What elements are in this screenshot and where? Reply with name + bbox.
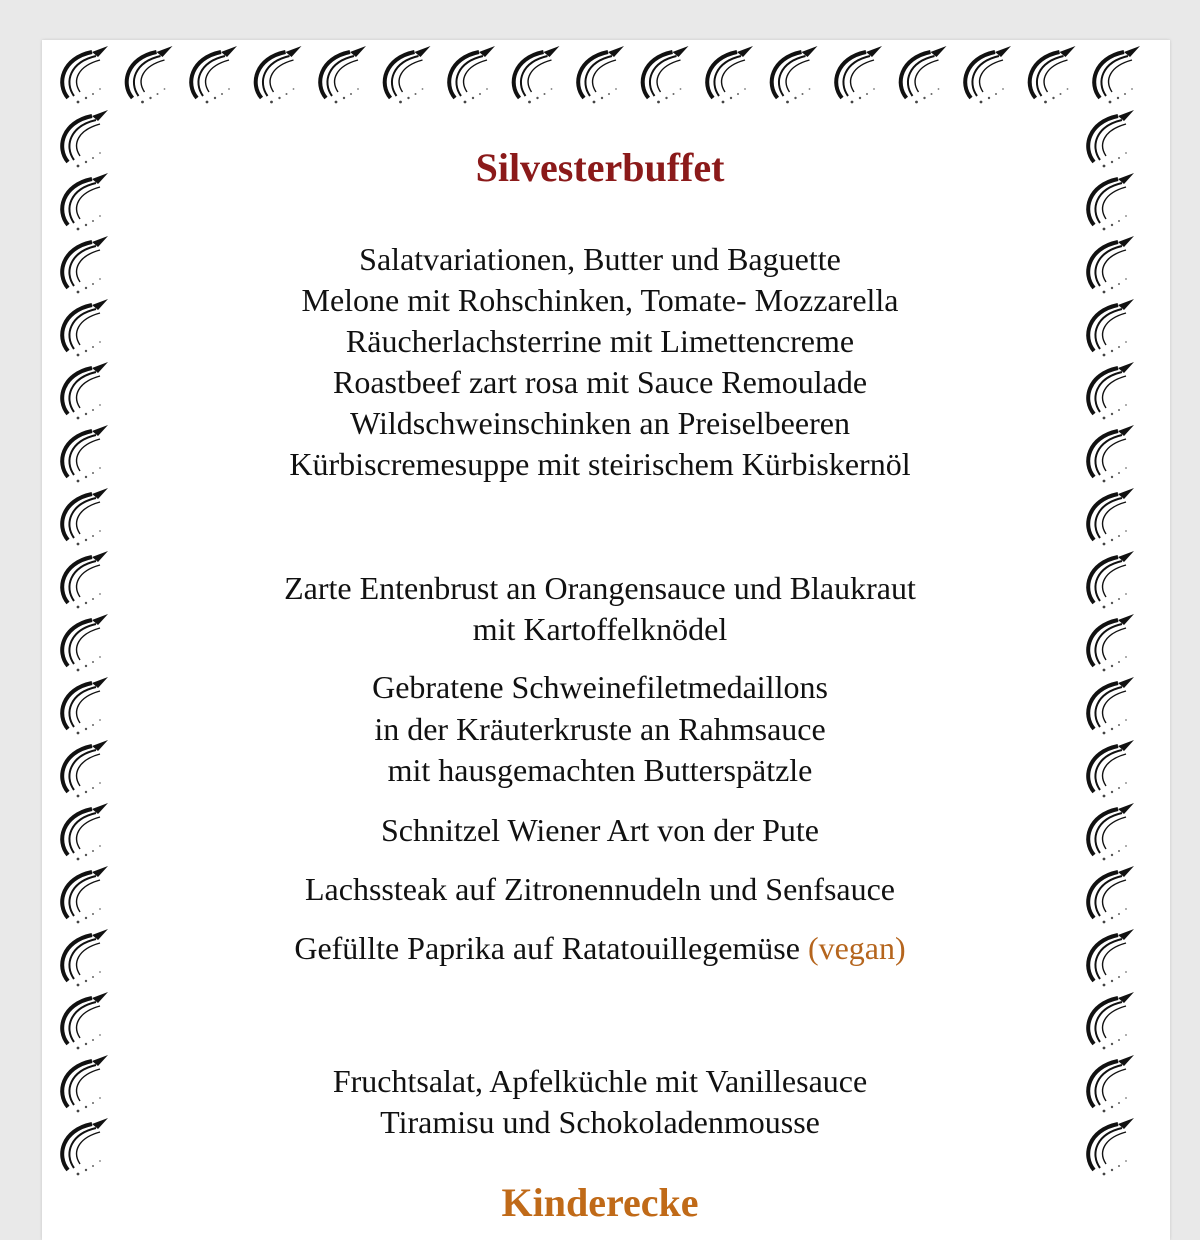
rocket-swirl-icon — [62, 929, 108, 986]
rocket-swirl-icon — [1088, 236, 1134, 293]
dessert-item: Fruchtsalat, Apfelküchle mit Vanillesauce — [332, 1063, 868, 1099]
rocket-swirl-icon — [62, 866, 108, 923]
rocket-swirl-icon — [901, 46, 947, 103]
rocket-swirl-icon — [836, 46, 882, 103]
rocket-swirl-icon — [514, 46, 560, 103]
rocket-swirl-icon — [62, 677, 108, 734]
main-item-pork-side: mit hausgemachten Butterspätzle — [387, 752, 813, 788]
starter-item: Melone mit Rohschinken, Tomate- Mozzarella — [301, 282, 899, 318]
rocket-swirl-icon — [62, 992, 108, 1049]
rocket-swirl-icon — [1088, 551, 1134, 608]
rocket-swirl-icon — [1088, 677, 1134, 734]
rocket-swirl-icon — [62, 551, 108, 608]
main-item-paprika-label: Gefüllte Paprika auf Ratatouillegemüse — [294, 930, 800, 966]
rocket-swirl-icon — [62, 299, 108, 356]
rocket-swirl-icon — [1088, 740, 1134, 797]
main-item-duck: Zarte Entenbrust an Orangensauce und Blaukraut — [284, 570, 916, 606]
rocket-swirl-icon — [62, 803, 108, 860]
rocket-swirl-icon — [62, 1118, 108, 1175]
rocket-swirl-icon — [1088, 866, 1134, 923]
main-item-salmon: Lachssteak auf Zitronennudeln und Senfsauce — [304, 871, 895, 907]
kids-heading: Kinderecke — [501, 1180, 699, 1225]
rocket-swirl-icon — [1030, 46, 1076, 103]
rocket-swirl-icon — [62, 1055, 108, 1112]
rocket-swirl-icon — [1088, 173, 1134, 230]
main-item-schnitzel: Schnitzel Wiener Art von der Pute — [380, 812, 819, 848]
rocket-swirl-icon — [1088, 992, 1134, 1049]
rocket-swirl-icon — [62, 488, 108, 545]
rocket-swirl-icon — [1088, 614, 1134, 671]
rocket-swirl-icon — [449, 46, 495, 103]
rocket-swirl-icon — [1088, 110, 1134, 167]
main-item-pork-crust: in der Kräuterkruste an Rahmsauce — [374, 711, 826, 747]
rocket-swirl-icon — [1094, 46, 1140, 103]
rocket-swirl-icon — [965, 46, 1011, 103]
rocket-swirl-icon — [62, 362, 108, 419]
rocket-swirl-icon — [62, 173, 108, 230]
dessert-item: Tiramisu und Schokoladenmousse — [380, 1104, 820, 1140]
rocket-swirl-icon — [707, 46, 753, 103]
rocket-swirl-icon — [62, 236, 108, 293]
vegan-tag: (vegan) — [807, 930, 906, 966]
rocket-swirl-icon — [1088, 803, 1134, 860]
starter-item: Kürbiscremesuppe mit steirischem Kürbiskernöl — [289, 446, 911, 482]
main-item-pork: Gebratene Schweinefiletmedaillons — [372, 669, 828, 705]
starter-item: Roastbeef zart rosa mit Sauce Remoulade — [332, 364, 868, 400]
rocket-swirl-icon — [1088, 299, 1134, 356]
rocket-swirl-icon — [62, 614, 108, 671]
rocket-swirl-icon — [127, 46, 173, 103]
rocket-swirl-icon — [62, 425, 108, 482]
rocket-swirl-icon — [578, 46, 624, 103]
rocket-swirl-icon — [1088, 425, 1134, 482]
rocket-swirl-icon — [1088, 488, 1134, 545]
rocket-swirl-icon — [772, 46, 818, 103]
rocket-swirl-icon — [1088, 362, 1134, 419]
main-item-paprika — [150, 928, 1050, 969]
menu-title: Silvesterbuffet — [475, 145, 725, 190]
rocket-swirl-icon — [62, 110, 108, 167]
rocket-swirl-icon — [1088, 1055, 1134, 1112]
rocket-swirl-icon — [256, 46, 302, 103]
main-item-duck-side: mit Kartoffelknödel — [472, 611, 728, 647]
rocket-swirl-icon — [1088, 929, 1134, 986]
starter-item: Räucherlachsterrine mit Limettencreme — [345, 323, 855, 359]
rocket-swirl-icon — [62, 740, 108, 797]
rocket-swirl-icon — [1088, 1118, 1134, 1175]
starter-item: Wildschweinschinken an Preiselbeeren — [350, 405, 850, 441]
rocket-swirl-icon — [62, 46, 108, 103]
rocket-swirl-icon — [385, 46, 431, 103]
starter-item: Salatvariationen, Butter und Baguette — [359, 241, 841, 277]
rocket-swirl-icon — [320, 46, 366, 103]
rocket-swirl-icon — [191, 46, 237, 103]
rocket-swirl-icon — [643, 46, 689, 103]
